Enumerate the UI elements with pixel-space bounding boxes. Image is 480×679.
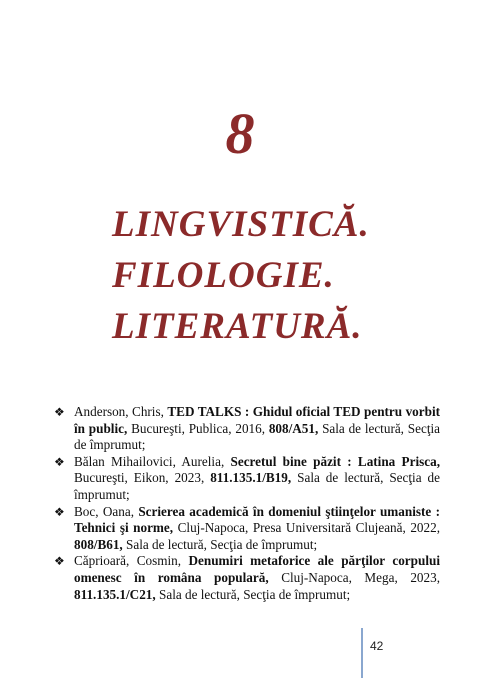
entry-publication: Cluj-Napoca, Presa Universitară Clujeană, 2022, [173, 520, 441, 536]
chapter-title-line-3: LITERATURĂ. [112, 306, 363, 347]
entry-text [74, 454, 440, 504]
entry-text [74, 504, 440, 554]
chapter-title-line-1: LINGVISTICĂ. [112, 204, 370, 245]
entry-author: Boc, Oana, [74, 503, 139, 519]
entry-title: TED TALKS : Ghidul oficial TED pentru vorbit în public, [74, 404, 441, 436]
entry-text [74, 553, 440, 603]
diamond-bullet-icon: ❖ [54, 405, 65, 419]
entry-call-number: 808/B61, [74, 536, 123, 552]
entry-author: Căprioară, Cosmin, [74, 553, 189, 569]
entry-location: Sala de lectură, Secţia de împrumut; [155, 586, 351, 602]
bibliography-entry [54, 454, 440, 504]
entry-location: Sala de lectură, Secţia de împrumut; [74, 420, 440, 453]
bibliography-entry [54, 404, 440, 454]
diamond-bullet-icon: ❖ [54, 454, 65, 469]
entry-title: Secretul bine păzit : Latina Prisca, [230, 453, 440, 469]
bibliography-entry [54, 504, 440, 554]
entry-call-number: 808/A51, [268, 420, 319, 436]
entry-author: Bălan Mihailovici, Aurelia, [74, 453, 231, 469]
entry-location: Sala de lectură, Secţia de împrumut; [74, 470, 440, 502]
entry-publication: Bucureşti, Eikon, 2023, [74, 470, 211, 486]
chapter-title-line-2: FILOLOGIE. [112, 255, 335, 296]
entry-publication: Cluj-Napoca, Mega, 2023, [268, 569, 440, 585]
diamond-bullet-icon: ❖ [54, 504, 65, 519]
page-number: 42 [370, 639, 384, 653]
chapter-number: 8 [225, 101, 255, 166]
diamond-bullet-icon: ❖ [54, 554, 65, 569]
entry-location: Sala de lectură, Secţia de împrumut; [122, 536, 318, 552]
entry-title: Scrierea academică în domeniul ştiinţelor umaniste : Tehnici şi norme, [74, 503, 440, 536]
bibliography-list [54, 404, 440, 603]
entry-text [74, 404, 440, 454]
entry-author: Anderson, Chris, [74, 404, 168, 419]
bibliography-entry [54, 553, 440, 603]
entry-call-number: 811.135.1/B19, [210, 470, 292, 486]
entry-call-number: 811.135.1/C21, [74, 586, 156, 602]
entry-title: Denumiri metaforice ale părţilor corpului omenesc în româna populară, [74, 553, 440, 585]
entry-publication: Bucureşti, Publica, 2016, [127, 420, 269, 436]
page-number-divider [361, 628, 363, 678]
